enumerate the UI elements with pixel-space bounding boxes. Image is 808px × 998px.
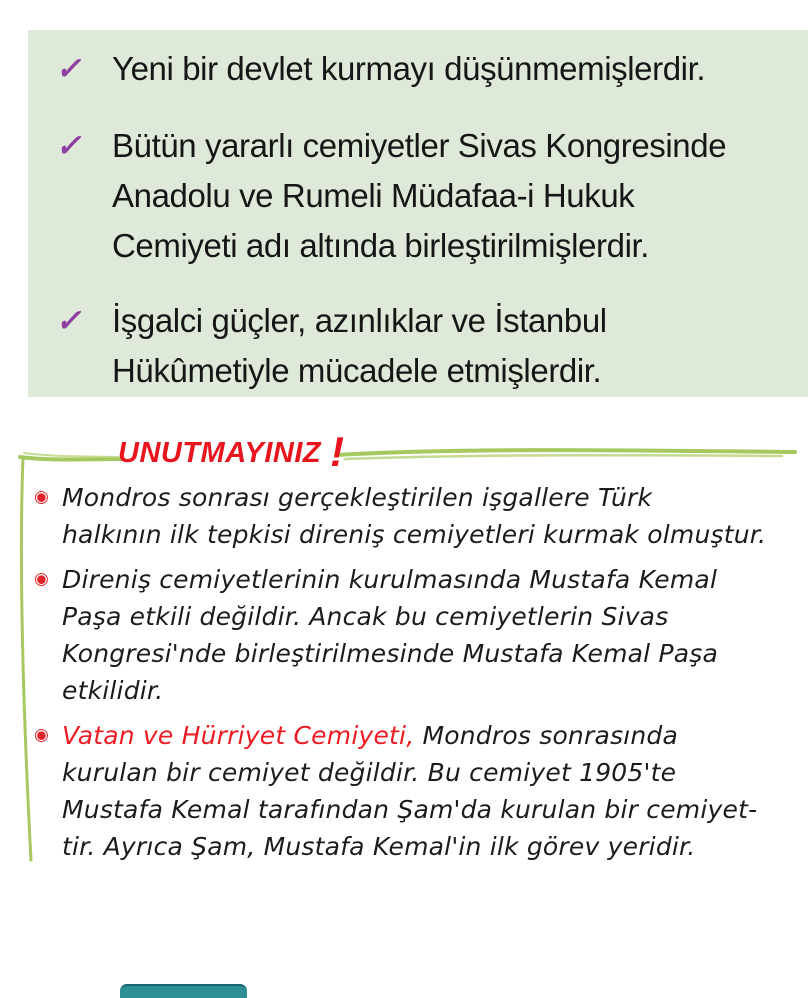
reminder-item-text: Mondros sonrası gerçekleştirilen işgallere Türk halkının ilk tepkisi direniş cemiyetleri kurmak olmuştur.: [62, 483, 767, 549]
reminder-item: [34, 717, 796, 865]
reminder-item-text: Direniş cemiyetlerinin kurulmasında Mustafa Kemal Paşa etkili değildir. Ancak bu cemiyetlerin Sivas Kongresi'nde birleştirilmesinde Mustafa Kemal Paşa etkilidir.: [62, 565, 718, 705]
exclamation-mark: !: [330, 428, 345, 475]
reminder-title-text: UNUTMAYINIZ: [118, 437, 322, 469]
reminder-item: [34, 479, 796, 553]
summary-item: [54, 121, 802, 271]
summary-item: [54, 296, 802, 396]
summary-item: [54, 44, 802, 94]
fisheye-bullet-icon: ◉: [34, 487, 49, 507]
reminder-heading: [118, 428, 345, 475]
checkmark-icon: ✓: [54, 303, 88, 338]
summary-item-text: Yeni bir devlet kurmayı düşünmemişlerdir.: [112, 50, 706, 87]
reminder-item-text: Vatan ve Hürriyet Cemiyeti, Mondros sonrasında kurulan bir cemiyet değildir. Bu cemiyet 1905'te Mustafa Kemal tarafından Şam'da kurulan bir cemiyet- tir. Ayrıca Şam, Mustafa Kemal'in ilk görev yeridir.: [62, 721, 758, 861]
summary-box: [28, 30, 808, 397]
footer-tab: [120, 984, 247, 998]
checkmark-icon: ✓: [54, 128, 88, 163]
checkmark-icon: ✓: [54, 51, 88, 86]
summary-item-text: İşgalci güçler, azınlıklar ve İstanbul Hükûmetiyle mücadele etmişlerdir.: [112, 302, 607, 389]
fisheye-bullet-icon: ◉: [34, 569, 49, 589]
reminder-notes: [34, 479, 796, 873]
highlighted-red-text: Vatan ve Hürriyet Cemiyeti,: [62, 721, 415, 750]
summary-item-text: Bütün yararlı cemiyetler Sivas Kongresinde Anadolu ve Rumeli Müdafaa-i Hukuk Cemiyeti adı altında birleştirilmişlerdir.: [112, 127, 727, 264]
fisheye-bullet-icon: ◉: [34, 725, 49, 745]
reminder-item: [34, 561, 796, 709]
